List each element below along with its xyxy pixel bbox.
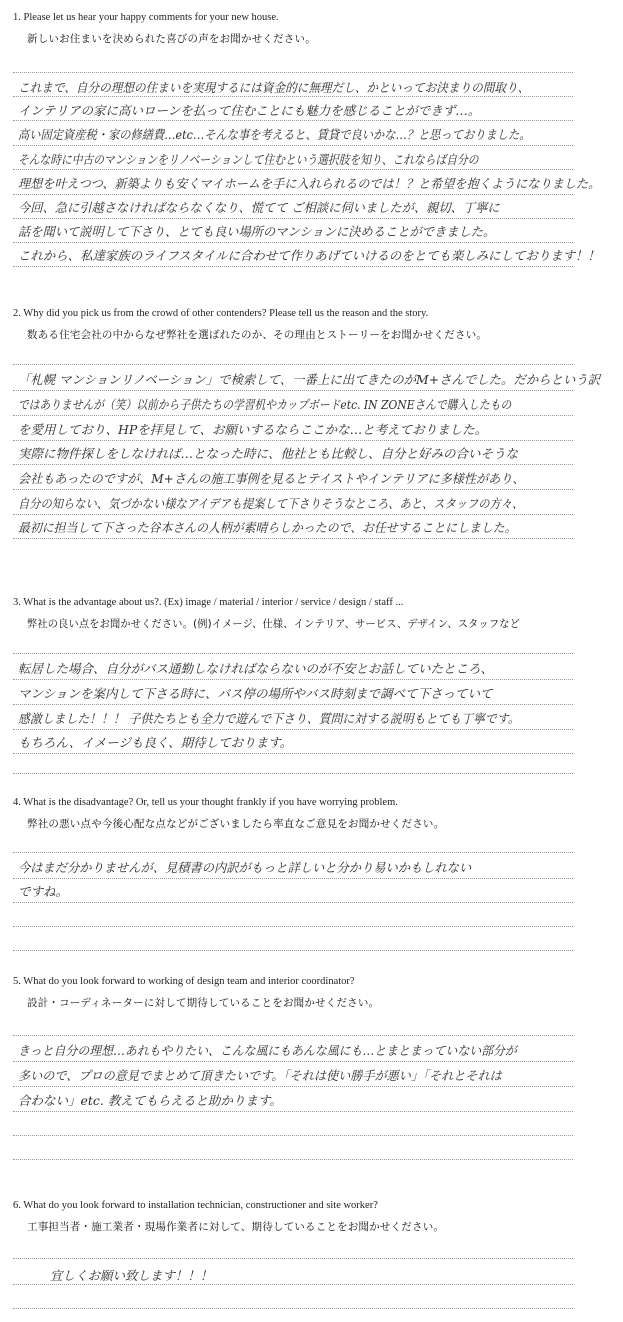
question-3-english: 3. What is the advantage about us?. (Ex) image / material / interior / service / design / staff ... [13,597,404,608]
answer-3-line-2: マンションを案内して下さる時に、バス停の場所やバス時刻まで調べて下さっていて [18,686,493,701]
answer-1-line-8: これから、私達家族のライフスタイルに合わせて作りあげていけるのをとても楽しみにしております！！ [18,248,600,263]
answer-2-line-3: を愛用しており、HPを拝見して、お願いするならここかな…と考えておりました。 [18,422,488,437]
answer-2-line-6: 自分の知らない、気づかない様なアイデアも提案して下さりそうなところ、あと、スタッフの方々、 [18,496,524,511]
question-3-japanese: 弊社の良い点をお聞かせください。(例)イメージ、仕様、インテリア、サービス、デザイン、スタッフなど [27,618,521,630]
question-2-japanese: 数ある住宅会社の中からなぜ弊社を選ばれたのか、その理由とストーリーをお聞かせください。 [27,329,488,341]
answer-1-line-2: インテリアの家に高いローンを払って住むことにも魅力を感じることができず…。 [18,103,481,118]
answer-2-line-5: 会社もあったのですが、M+さんの施工事例を見るとテイストやインテリアに多様性があり、 [18,471,525,486]
answer-2-line-1: 「札幌 マンションリノベーション」で検索して、一番上に出てきたのがM+さんでした。だからという訳 [18,372,601,387]
question-1-japanese: 新しいお住まいを決められた喜びの声をお聞かせください。 [27,33,316,45]
answer-5-line-3: 合わない」etc. 教えてもらえると助かります。 [18,1093,282,1108]
answer-3-line-3: 感激しました！！！ 子供たちとも全力で遊んで下さり、質問に対する説明もとても丁寧です。 [18,711,520,726]
question-4-japanese: 弊社の悪い点や今後心配な点などがございましたら率直なご意見をお聞かせください。 [27,818,445,830]
answer-1-line-4: そんな時に中古のマンションをリノベーションして住むという選択肢を知り、これならば自分の [18,152,479,167]
question-2-english: 2. Why did you pick us from the crowd of other contenders? Please tell us the reason and the story. [13,308,429,319]
answer-1-line-5: 理想を叶えつつ、新築よりも安くマイホームを手に入れられるのでは！？と希望を抱くようになりました。 [18,176,601,191]
answer-5-line-2: 多いので、プロの意見でまとめて頂きたいです。「それは使い勝手が悪い」「それとそれは [18,1068,502,1083]
answer-4-line-1: 今はまだ分かりませんが、見積書の内訳がもっと詳しいと分かり易いかもしれない [18,860,472,875]
answer-5-line-1: きっと自分の理想…あれもやりたい、こんな風にもあんな風にも…とまとまっていない部分が [18,1043,517,1058]
answer-2-line-2: ではありませんが（笑）以前から子供たちの学習机やカップボードetc. IN ZONEさんで購入したもの [18,397,512,412]
question-5-english: 5. What do you look forward to working of design team and interior coordinator? [13,976,355,987]
answer-1-line-6: 今回、急に引越さなければならなくなり、慌てて ご相談に伺いましたが、親切、丁寧に [18,200,500,215]
answer-2-line-4: 実際に物件探しをしなければ…となった時に、他社とも比較し、自分と好みの合いそうな [18,446,519,461]
answer-3-line-1: 転居した場合、自分がバス通勤しなければならないのが不安とお話していたところ、 [18,661,494,676]
question-6-english: 6. What do you look forward to installation technician, constructioner and site worker? [13,1200,378,1211]
answer-3-line-4: もちろん、イメージも良く、期待しております。 [18,735,293,750]
question-5-japanese: 設計・コーディネーターに対して期待していることをお聞かせください。 [27,997,380,1009]
answer-2-line-7: 最初に担当して下さった谷本さんの人柄が素晴らしかったので、お任せすることにしました。 [18,520,517,535]
question-4-english: 4. What is the disadvantage? Or, tell us your thought frankly if you have worrying problem. [13,797,398,808]
answer-4-line-2: ですね。 [18,884,69,899]
answer-6-line-1: 宜しくお願い致します！！！ [50,1268,213,1283]
question-6-japanese: 工事担当者・施工業者・現場作業者に対して、期待していることをお聞かせください。 [27,1221,445,1233]
question-1-english: 1. Please let us hear your happy comments for your new house. [13,12,279,23]
answer-1-line-7: 話を聞いて説明して下さり、とても良い場所のマンションに決めることができました。 [18,224,496,239]
answer-1-line-3: 高い固定資産税・家の修繕費…etc…そんな事を考えると、賃貸で良いかな…？と思っておりました。 [18,127,531,142]
answer-1-line-1: これまで、自分の理想の住まいを実現するには資金的に無理だし、かといってお決まりの間取り、 [18,80,530,95]
